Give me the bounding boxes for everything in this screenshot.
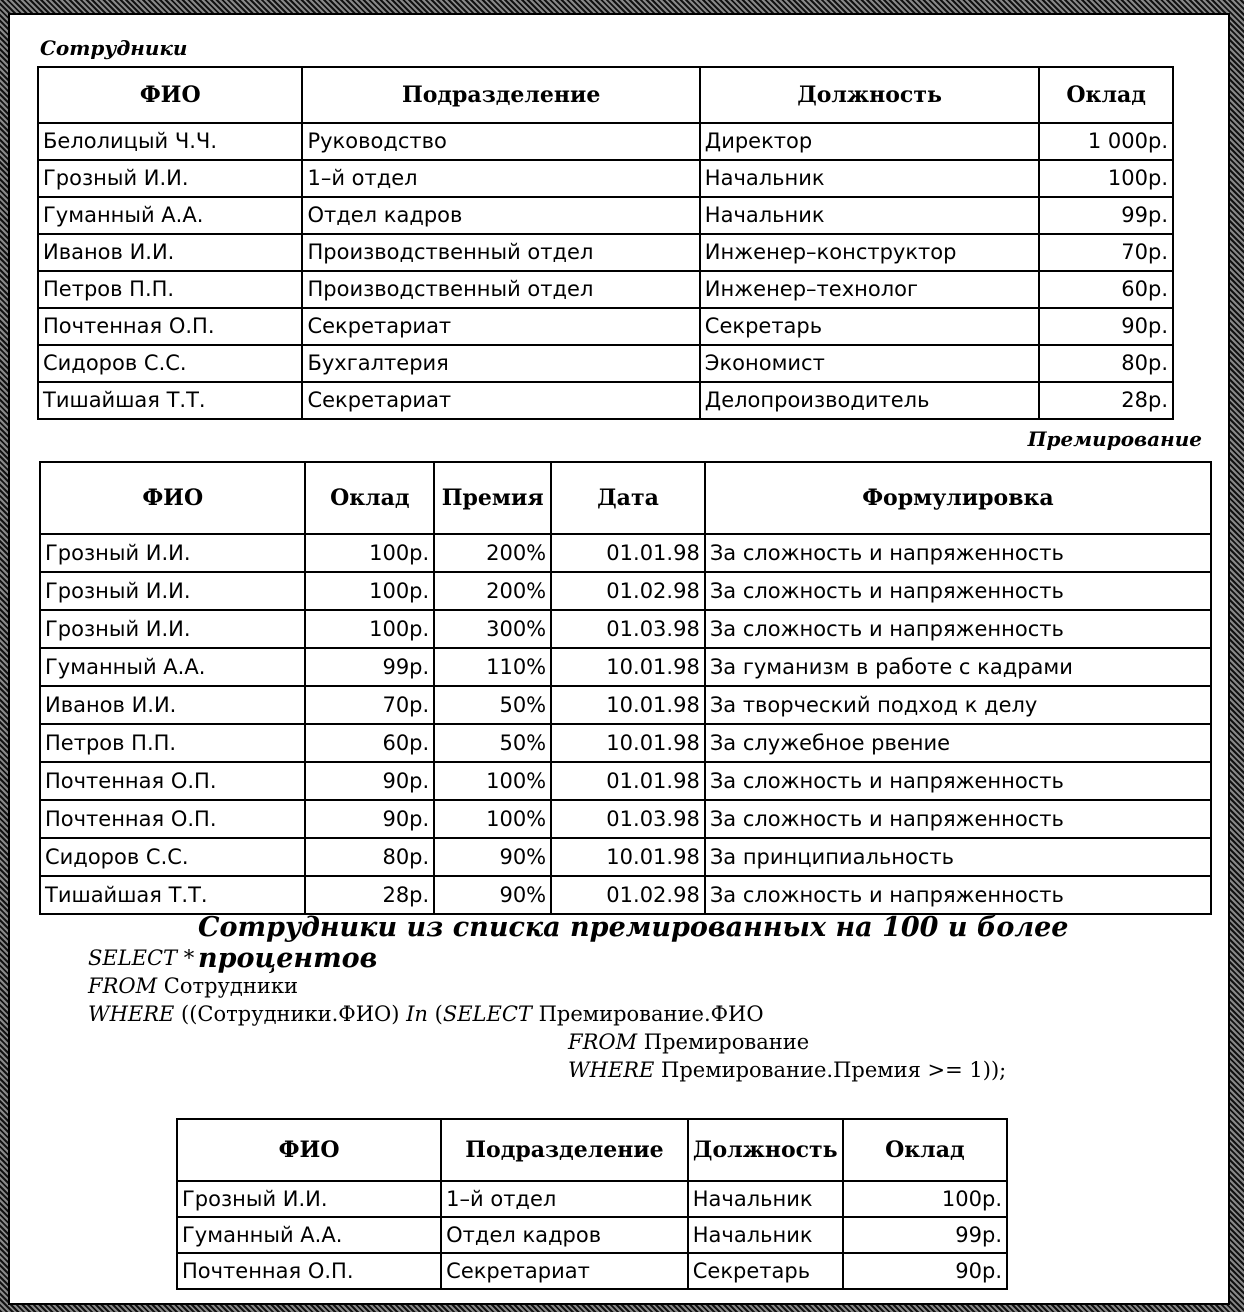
table-cell: 50% xyxy=(434,724,551,762)
table-cell: 01.02.98 xyxy=(551,876,705,914)
table-cell: Грозный И.И. xyxy=(177,1181,441,1217)
column-header: Дата xyxy=(551,462,705,534)
table-cell: 99р. xyxy=(1039,197,1173,234)
table-cell: 70р. xyxy=(305,686,434,724)
column-header: ФИО xyxy=(38,67,302,123)
sql-keyword: WHERE xyxy=(568,1058,655,1082)
column-header: ФИО xyxy=(40,462,305,534)
table-row xyxy=(40,724,1211,762)
table-cell: Гуманный А.А. xyxy=(40,648,305,686)
table-cell: 110% xyxy=(434,648,551,686)
table-row xyxy=(40,686,1211,724)
table-header-row xyxy=(40,462,1211,534)
table-cell: Секретариат xyxy=(441,1253,688,1289)
table-cell: Белолицый Ч.Ч. xyxy=(38,123,302,160)
table-cell: 80р. xyxy=(1039,345,1173,382)
table-cell: 100% xyxy=(434,762,551,800)
table-row xyxy=(40,648,1211,686)
column-header: Оклад xyxy=(1039,67,1173,123)
table-cell: 10.01.98 xyxy=(551,648,705,686)
column-header: Должность xyxy=(700,67,1039,123)
column-header: Должность xyxy=(688,1119,843,1181)
table-row xyxy=(40,572,1211,610)
table-header-row xyxy=(38,67,1173,123)
table-cell: Сидоров С.С. xyxy=(40,838,305,876)
table-row xyxy=(40,876,1211,914)
table-cell: Грозный И.И. xyxy=(38,160,302,197)
table-cell: Начальник xyxy=(688,1181,843,1217)
table-cell: 90р. xyxy=(1039,308,1173,345)
table-cell: За служебное рвение xyxy=(705,724,1211,762)
table-row xyxy=(40,800,1211,838)
table-cell: Секретариат xyxy=(302,308,699,345)
sql-text: Сотрудники xyxy=(157,974,298,998)
table-cell: Грозный И.И. xyxy=(40,534,305,572)
table-cell: 70р. xyxy=(1039,234,1173,271)
sql-text: * xyxy=(177,946,195,970)
table-cell: 01.01.98 xyxy=(551,762,705,800)
table-cell: Почтенная О.П. xyxy=(177,1253,441,1289)
table-cell: Тишайшая Т.Т. xyxy=(38,382,302,419)
sql-keyword: SELECT xyxy=(442,1002,532,1026)
table-cell: Руководство xyxy=(302,123,699,160)
table-cell: 10.01.98 xyxy=(551,724,705,762)
table-cell: Начальник xyxy=(700,160,1039,197)
table-cell: Почтенная О.П. xyxy=(40,762,305,800)
sql-keyword: SELECT xyxy=(88,946,178,970)
table-cell: За сложность и напряженность xyxy=(705,610,1211,648)
sql-keyword: WHERE xyxy=(88,1002,175,1026)
table-cell: 200% xyxy=(434,572,551,610)
table-cell: За принципиальность xyxy=(705,838,1211,876)
sql-subquery xyxy=(568,1028,1006,1084)
table-cell: 100р. xyxy=(305,534,434,572)
table-cell: 90р. xyxy=(305,800,434,838)
sql-text: Премирование.ФИО xyxy=(531,1002,764,1026)
table-row xyxy=(38,382,1173,419)
table-cell: Инженер–конструктор xyxy=(700,234,1039,271)
table-cell: 90р. xyxy=(843,1253,1007,1289)
table-cell: Директор xyxy=(700,123,1039,160)
table-cell: 01.03.98 xyxy=(551,610,705,648)
table-cell: Тишайшая Т.Т. xyxy=(40,876,305,914)
column-header: Премия xyxy=(434,462,551,534)
table-cell: Инженер–технолог xyxy=(700,271,1039,308)
table-cell: За сложность и напряженность xyxy=(705,534,1211,572)
table-cell: За сложность и напряженность xyxy=(705,762,1211,800)
column-header: Оклад xyxy=(843,1119,1007,1181)
table-cell: За гуманизм в работе с кадрами xyxy=(705,648,1211,686)
table-row xyxy=(38,308,1173,345)
table-row xyxy=(38,345,1173,382)
table-cell: 90% xyxy=(434,838,551,876)
table-row xyxy=(38,160,1173,197)
table-cell: 1 000р. xyxy=(1039,123,1173,160)
employees-table xyxy=(37,66,1174,420)
sql-keyword: FROM xyxy=(88,974,158,998)
table-cell: Петров П.П. xyxy=(38,271,302,308)
table-cell: 60р. xyxy=(1039,271,1173,308)
employees-caption: Сотрудники xyxy=(40,36,188,60)
table-cell: 01.03.98 xyxy=(551,800,705,838)
sql-text: Премирование.Премия >= 1)); xyxy=(654,1058,1007,1082)
table-cell: Гуманный А.А. xyxy=(38,197,302,234)
table-cell: 50% xyxy=(434,686,551,724)
column-header: ФИО xyxy=(177,1119,441,1181)
table-cell: Бухгалтерия xyxy=(302,345,699,382)
table-cell: 01.02.98 xyxy=(551,572,705,610)
table-row xyxy=(38,197,1173,234)
table-cell: Производственный отдел xyxy=(302,234,699,271)
table-cell: Сидоров С.С. xyxy=(38,345,302,382)
table-cell: Почтенная О.П. xyxy=(40,800,305,838)
table-row xyxy=(40,838,1211,876)
table-cell: 1–й отдел xyxy=(302,160,699,197)
sql-keyword: In xyxy=(406,1002,428,1026)
sql-text: ((Сотрудники.ФИО) xyxy=(174,1002,407,1026)
table-cell: 100% xyxy=(434,800,551,838)
table-cell: 1–й отдел xyxy=(441,1181,688,1217)
table-cell: Начальник xyxy=(700,197,1039,234)
table-cell: 100р. xyxy=(305,572,434,610)
column-header: Оклад xyxy=(305,462,434,534)
bonuses-caption: Премирование xyxy=(1027,427,1202,451)
sql-keyword: FROM xyxy=(568,1030,638,1054)
table-cell: Петров П.П. xyxy=(40,724,305,762)
query-title: Сотрудники из списка премированных на 100 и более процентов xyxy=(198,912,1069,974)
column-header: Формулировка xyxy=(705,462,1211,534)
table-cell: Производственный отдел xyxy=(302,271,699,308)
column-header: Подразделение xyxy=(302,67,699,123)
table-cell: 28р. xyxy=(305,876,434,914)
table-cell: 100р. xyxy=(305,610,434,648)
table-cell: 300% xyxy=(434,610,551,648)
table-cell: 90р. xyxy=(305,762,434,800)
table-cell: Начальник xyxy=(688,1217,843,1253)
table-row xyxy=(177,1181,1007,1217)
table-cell: Секретарь xyxy=(688,1253,843,1289)
result-table xyxy=(176,1118,1008,1290)
table-cell: За творческий подход к делу xyxy=(705,686,1211,724)
table-row xyxy=(177,1253,1007,1289)
table-row xyxy=(177,1217,1007,1253)
table-cell: 200% xyxy=(434,534,551,572)
sql-query xyxy=(88,944,764,1028)
table-cell: Почтенная О.П. xyxy=(38,308,302,345)
table-cell: За сложность и напряженность xyxy=(705,800,1211,838)
table-row xyxy=(40,762,1211,800)
table-cell: 100р. xyxy=(843,1181,1007,1217)
table-cell: 99р. xyxy=(843,1217,1007,1253)
table-cell: За сложность и напряженность xyxy=(705,876,1211,914)
table-row xyxy=(38,234,1173,271)
table-cell: 90% xyxy=(434,876,551,914)
table-cell: Секретариат xyxy=(302,382,699,419)
table-cell: Иванов И.И. xyxy=(40,686,305,724)
table-cell: Секретарь xyxy=(700,308,1039,345)
table-cell: 99р. xyxy=(305,648,434,686)
table-cell: 100р. xyxy=(1039,160,1173,197)
bonuses-table xyxy=(39,461,1212,915)
table-cell: Грозный И.И. xyxy=(40,572,305,610)
table-cell: Отдел кадров xyxy=(302,197,699,234)
table-cell: 10.01.98 xyxy=(551,838,705,876)
table-row xyxy=(38,123,1173,160)
table-cell: За сложность и напряженность xyxy=(705,572,1211,610)
table-header-row xyxy=(177,1119,1007,1181)
table-cell: Грозный И.И. xyxy=(40,610,305,648)
table-cell: 28р. xyxy=(1039,382,1173,419)
table-cell: Иванов И.И. xyxy=(38,234,302,271)
table-cell: Делопроизводитель xyxy=(700,382,1039,419)
table-cell: Гуманный А.А. xyxy=(177,1217,441,1253)
table-row xyxy=(40,610,1211,648)
column-header: Подразделение xyxy=(441,1119,688,1181)
table-cell: 10.01.98 xyxy=(551,686,705,724)
sql-text: ( xyxy=(427,1002,443,1026)
table-row xyxy=(38,271,1173,308)
table-row xyxy=(40,534,1211,572)
table-cell: Отдел кадров xyxy=(441,1217,688,1253)
sql-text: Премирование xyxy=(637,1030,810,1054)
table-cell: Экономист xyxy=(700,345,1039,382)
table-cell: 01.01.98 xyxy=(551,534,705,572)
table-cell: 60р. xyxy=(305,724,434,762)
table-cell: 80р. xyxy=(305,838,434,876)
